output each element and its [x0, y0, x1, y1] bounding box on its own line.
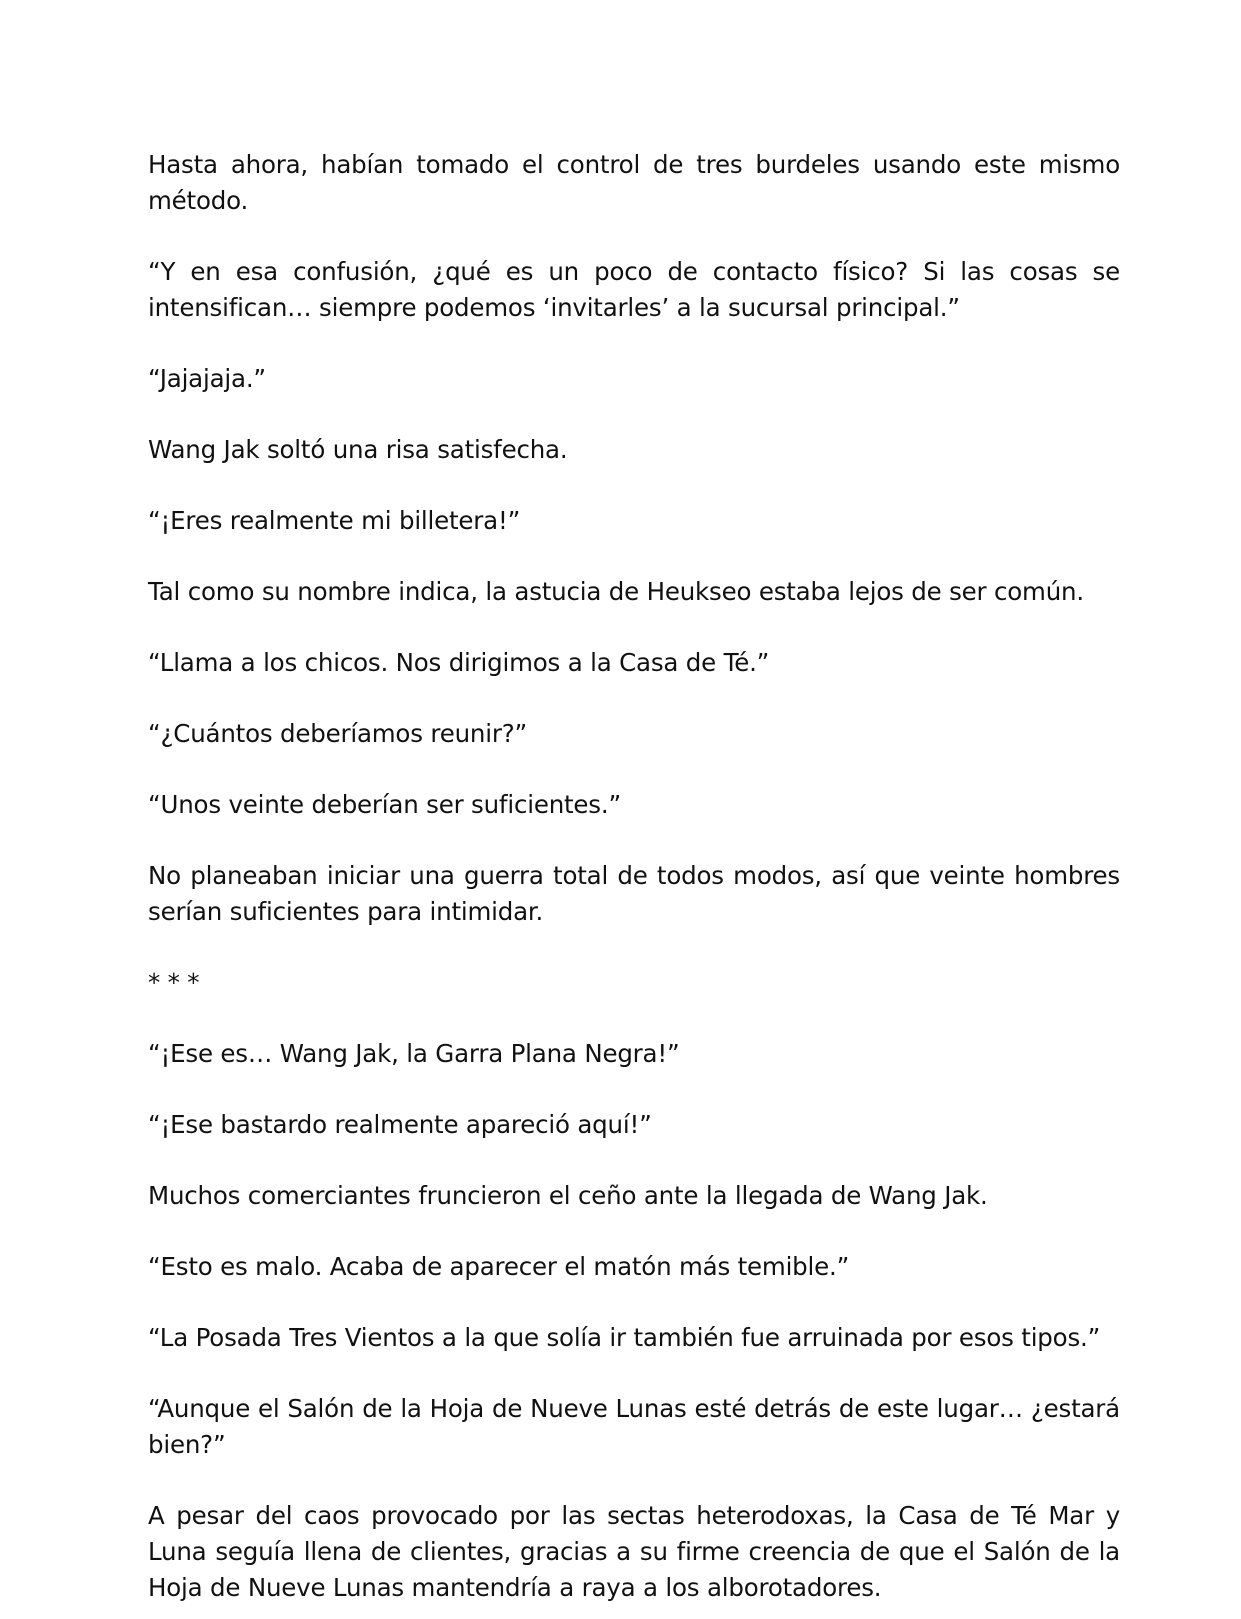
paragraph-15: “Esto es malo. Acaba de aparecer el matón más temible.”	[148, 1252, 850, 1281]
paragraph-2: “Y en esa confusión, ¿qué es un poco de contacto físico? Si las cosas se intensifican… siempre podemos ‘invitarles’ a la sucursal principal.”	[148, 257, 1120, 322]
scene-break: * * *	[148, 968, 200, 997]
paragraph-12: “¡Ese es… Wang Jak, la Garra Plana Negra!”	[148, 1039, 680, 1068]
paragraph-6: Tal como su nombre indica, la astucia de Heukseo estaba lejos de ser común.	[148, 577, 1084, 606]
paragraph-8: “¿Cuántos deberíamos reunir?”	[148, 719, 528, 748]
paragraph-5: “¡Eres realmente mi billetera!”	[148, 506, 521, 535]
paragraph-17: “Aunque el Salón de la Hoja de Nueve Lunas esté detrás de este lugar… ¿estará bien?”	[148, 1394, 1120, 1459]
paragraph-3: “Jajajaja.”	[148, 364, 266, 393]
document-page	[148, 147, 1120, 1606]
paragraph-7: “Llama a los chicos. Nos dirigimos a la Casa de Té.”	[148, 648, 770, 677]
paragraph-9: “Unos veinte deberían ser suficientes.”	[148, 790, 621, 819]
paragraph-13: “¡Ese bastardo realmente apareció aquí!”	[148, 1110, 652, 1139]
paragraph-18: A pesar del caos provocado por las sectas heterodoxas, la Casa de Té Mar y Luna seguía llena de clientes, gracias a su firme creencia de que el Salón de la Hoja de Nueve Lunas mantendría a raya a los alborotadores.	[148, 1501, 1120, 1602]
paragraph-4: Wang Jak soltó una risa satisfecha.	[148, 435, 568, 464]
paragraph-1: Hasta ahora, habían tomado el control de tres burdeles usando este mismo método.	[148, 150, 1120, 215]
paragraph-16: “La Posada Tres Vientos a la que solía ir también fue arruinada por esos tipos.”	[148, 1323, 1101, 1352]
paragraph-14: Muchos comerciantes fruncieron el ceño ante la llegada de Wang Jak.	[148, 1181, 988, 1210]
paragraph-10: No planeaban iniciar una guerra total de todos modos, así que veinte hombres serían suficientes para intimidar.	[148, 861, 1120, 926]
